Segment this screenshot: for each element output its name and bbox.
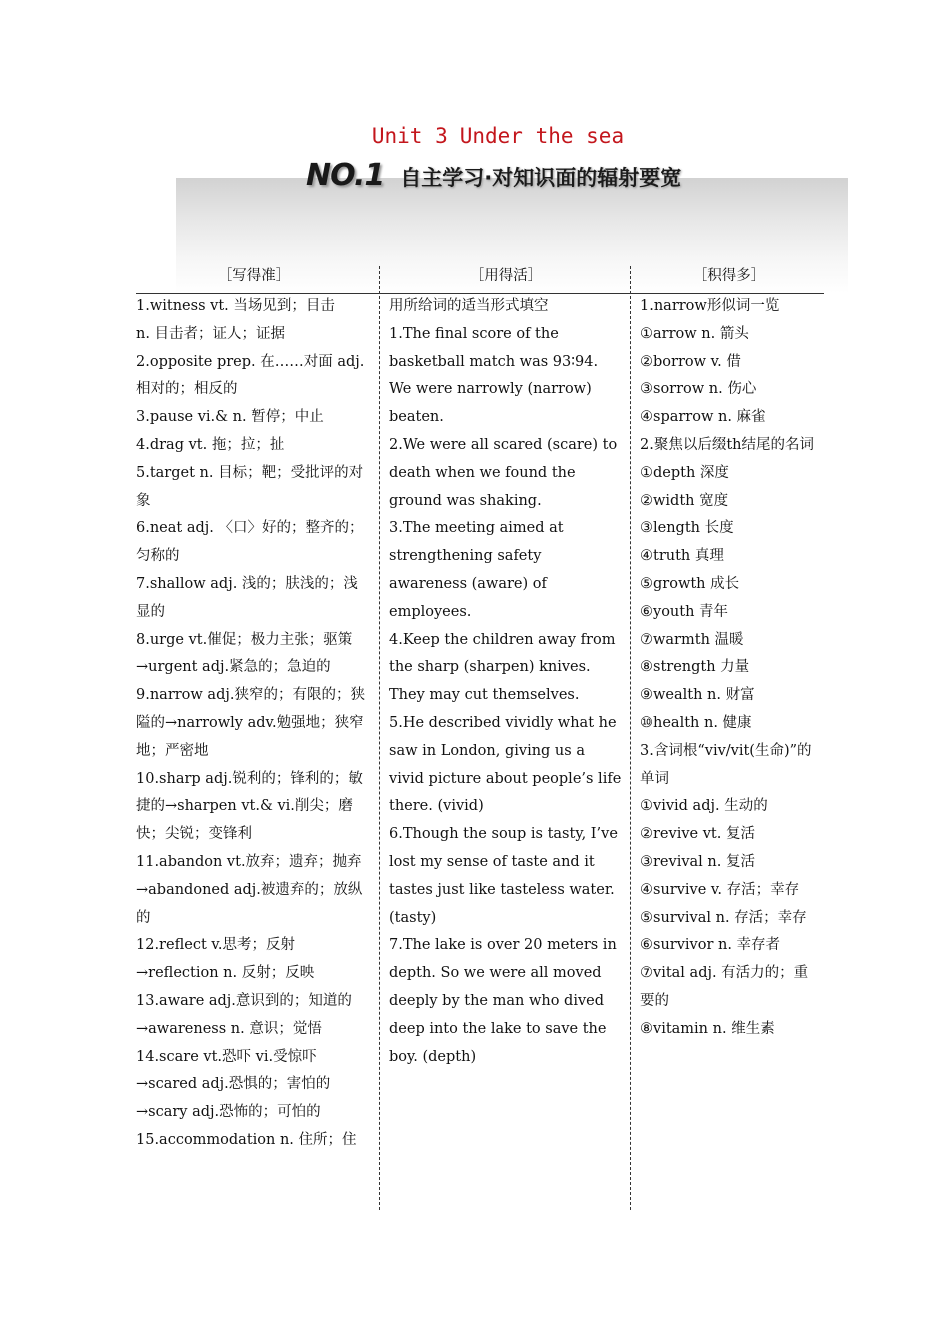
vocab-item-12: 12.reflect v.思考；反射→reflection n. 反射；反映 xyxy=(136,937,315,982)
group-heading-viv: 3.含词根“viv/vit(生命)”的单词 xyxy=(640,742,812,787)
vocab-item-10: 10.sharp adj.锐利的；锋利的；敏捷的→sharpen vt.& vi.削尖；磨快；尖锐；变锋利 xyxy=(136,770,363,843)
vocab-item-1: 1.witness vt. 当场见到；目击 xyxy=(136,298,335,314)
word-arrow: ①arrow n. 箭头 xyxy=(640,325,749,342)
column-accumulate xyxy=(640,262,818,1044)
column-divider-1 xyxy=(379,266,380,1210)
word-survivor: ⑥survivor n. 幸存者 xyxy=(640,937,781,954)
vocab-item-1-noun: n. 目击者；证人；证据 xyxy=(136,325,286,342)
exercise-2: 2.We were all scared (scare) to death when we found the ground was shaking. xyxy=(389,436,618,509)
word-revive: ②revive vt. 复活 xyxy=(640,826,755,843)
column-write xyxy=(136,262,372,1155)
column-divider-2 xyxy=(630,266,631,1210)
vocab-item-7: 7.shallow adj. 浅的；肤浅的；浅显的 xyxy=(136,575,358,620)
word-depth: ①depth 深度 xyxy=(640,464,729,481)
vocab-item-5: 5.target n. 目标；靶；受批评的对象 xyxy=(136,464,364,509)
column-header-use: ［用得活］ xyxy=(469,268,543,284)
word-strength: ⑧strength 力量 xyxy=(640,659,750,676)
vocab-item-6: 6.neat adj. 〈口〉好的；整齐的；匀称的 xyxy=(136,520,364,565)
group-heading-narrow: 1.narrow形似词一览 xyxy=(640,298,780,314)
exercise-4: 4.Keep the children away from the sharp (sharpen) knives. They may cut themselves. xyxy=(389,631,616,704)
vocab-item-14: 14.scare vt.恐吓 vi.受惊吓→scared adj.恐惧的；害怕的→scary adj.恐怖的；可怕的 xyxy=(136,1048,331,1121)
word-health: ⑩health n. 健康 xyxy=(640,714,752,731)
vocab-item-3: 3.pause vi.& n. 暂停；中止 xyxy=(136,409,324,426)
word-youth: ⑥youth 青年 xyxy=(640,603,729,620)
word-truth: ④truth 真理 xyxy=(640,548,724,565)
word-vital: ⑦vital adj. 有活力的；重要的 xyxy=(640,965,809,1009)
unit-number: Unit 3 xyxy=(371,124,448,148)
unit-title xyxy=(0,124,950,148)
vocab-item-15: 15.accommodation n. 住所；住 xyxy=(136,1131,357,1148)
section-title xyxy=(306,158,681,198)
word-survive: ④survive v. 存活；幸存 xyxy=(640,881,800,898)
exercise-7: 7.The lake is over 20 meters in depth. So we were all moved deeply by the man who dived deep into the lake to save the boy. (depth) xyxy=(389,937,617,1065)
exercise-6: 6.Though the soup is tasty, I’ve lost my sense of taste and it tastes just like tasteless water. (tasty) xyxy=(389,826,618,926)
word-width: ②width 宽度 xyxy=(640,492,729,509)
exercise-3: 3.The meeting aimed at strengthening safety awareness (aware) of employees. xyxy=(389,520,564,620)
exercise-instruction: 用所给词的适当形式填空 xyxy=(389,298,549,314)
word-survival: ⑤survival n. 存活；幸存 xyxy=(640,909,807,926)
vocab-item-2: 2.opposite prep. 在……对面 adj. 相对的；相反的 xyxy=(136,353,365,398)
group-heading-th: 2.聚焦以后缀th结尾的名词 xyxy=(640,436,814,453)
section-number: NO.1 xyxy=(306,158,385,193)
word-wealth: ⑨wealth n. 财富 xyxy=(640,687,755,704)
exercise-5: 5.He described vividly what he saw in London, giving us a vivid picture about people’s life there. (vivid) xyxy=(389,714,622,815)
column-header-accumulate: ［积得多］ xyxy=(692,268,766,284)
word-sorrow: ③sorrow n. 伤心 xyxy=(640,381,757,398)
word-sparrow: ④sparrow n. 麻雀 xyxy=(640,409,766,426)
column-use xyxy=(389,262,623,1071)
word-vivid: ①vivid adj. 生动的 xyxy=(640,798,768,815)
word-revival: ③revival n. 复活 xyxy=(640,853,755,870)
word-vitamin: ⑧vitamin n. 维生素 xyxy=(640,1020,775,1037)
exercise-1: 1.The final score of the basketball match was 93∶94. We were narrowly (narrow) beaten. xyxy=(389,325,599,426)
word-growth: ⑤growth 成长 xyxy=(640,575,740,592)
word-length: ③length 长度 xyxy=(640,520,734,537)
word-warmth: ⑦warmth 温暖 xyxy=(640,631,744,648)
column-header-write: ［写得准］ xyxy=(217,268,291,284)
section-heading: 自主学习·对知识面的辐射要宽 xyxy=(400,166,682,190)
vocab-item-8: 8.urge vt.催促；极力主张；驱策→urgent adj.紧急的；急迫的 xyxy=(136,631,353,676)
vocab-item-11: 11.abandon vt.放弃；遗弃；抛弃→abandoned adj.被遗弃的；放纵的 xyxy=(136,853,363,926)
word-borrow: ②borrow v. 借 xyxy=(640,353,741,370)
vocab-item-4: 4.drag vt. 拖；拉；扯 xyxy=(136,436,285,453)
vocab-item-13: 13.aware adj.意识到的；知道的→awareness n. 意识；觉悟 xyxy=(136,992,352,1037)
vocab-item-9: 9.narrow adj.狭窄的；有限的；狭隘的→narrowly adv.勉强地；狭窄地；严密地 xyxy=(136,687,365,759)
unit-topic: Under the sea xyxy=(459,124,625,148)
